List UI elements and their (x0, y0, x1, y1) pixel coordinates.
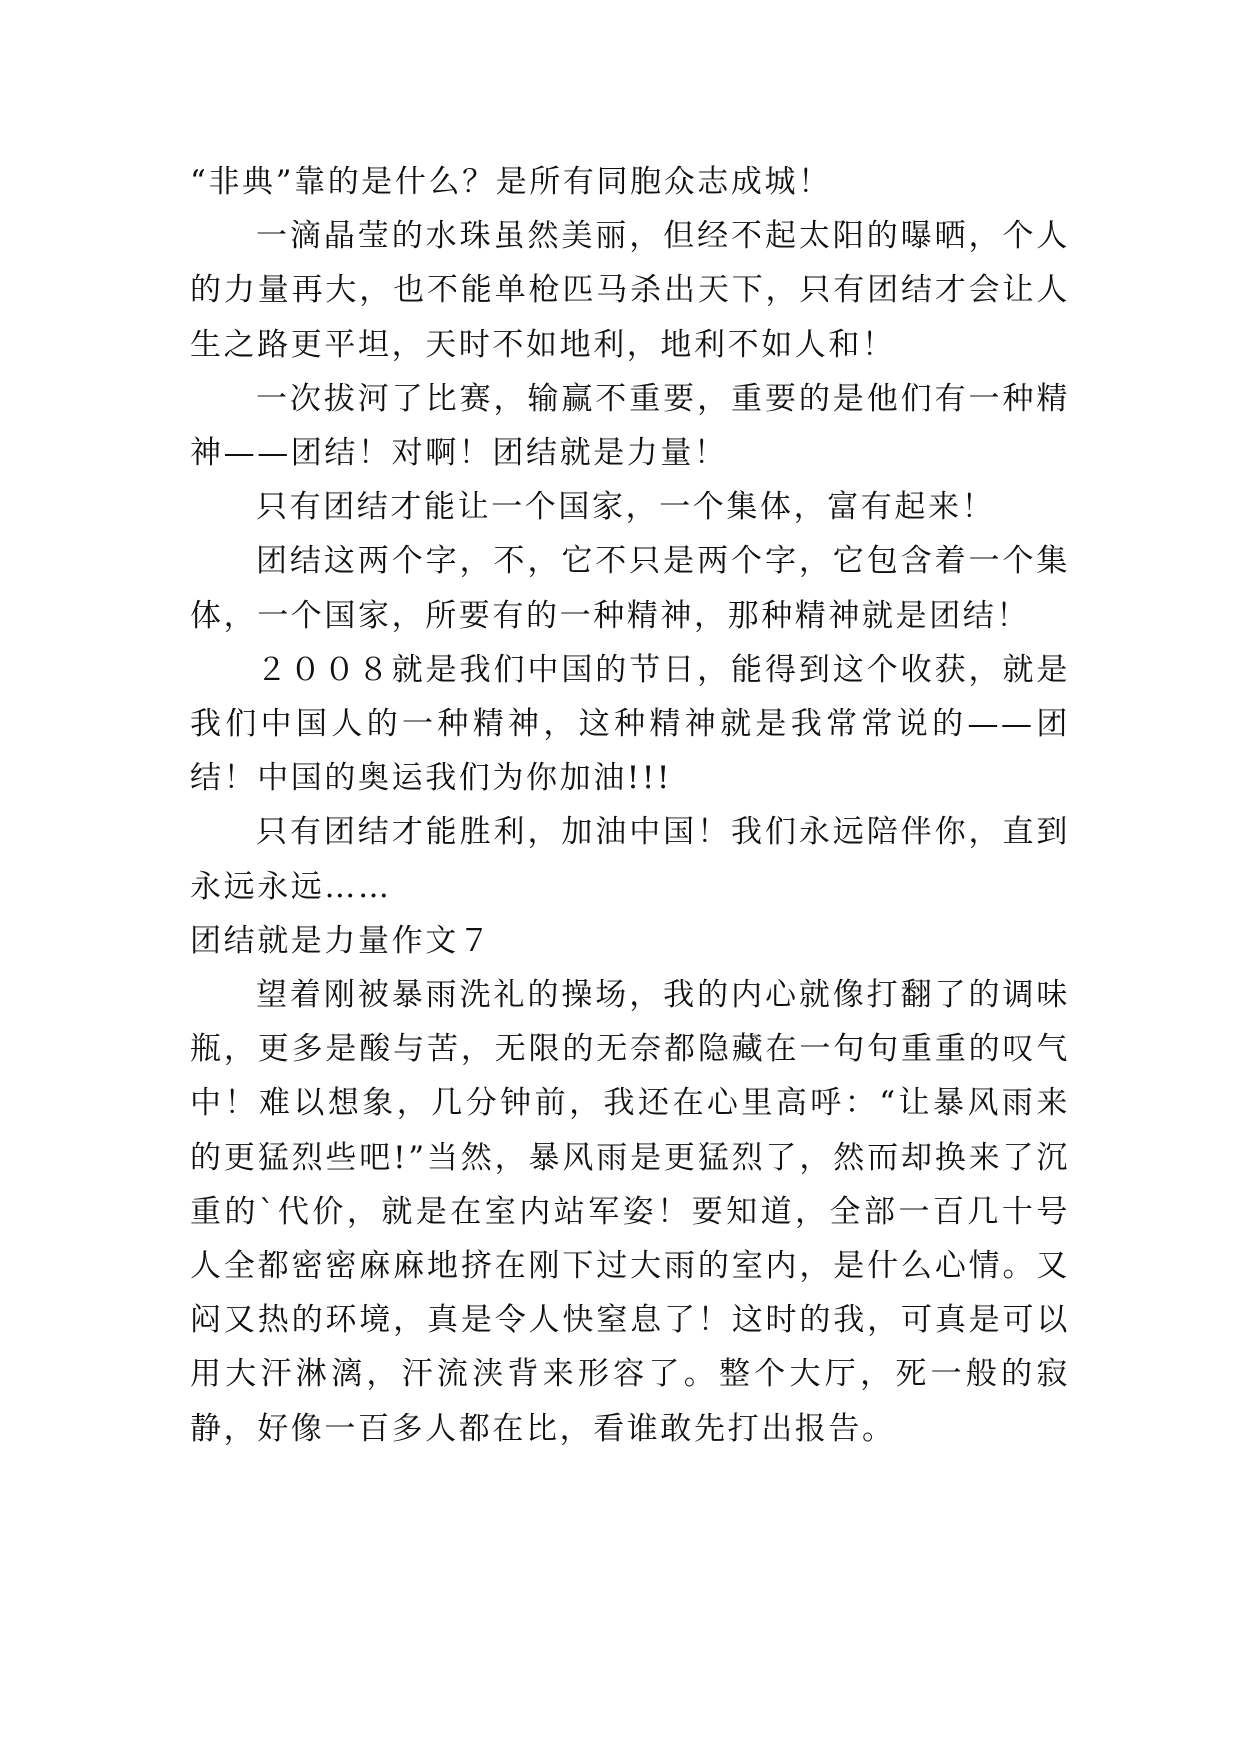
section-heading: 团结就是力量作文７ (190, 922, 493, 959)
document-body (190, 155, 1070, 1456)
paragraph-victory: 只有团结才能胜利，加油中国！我们永远陪伴你，直到永远永远…… (190, 814, 1070, 905)
paragraph-tug-of-war: 一次拔河了比赛，输赢不重要，重要的是他们有一种精神——团结！对啊！团结就是力量！ (190, 380, 1070, 472)
paragraph-two-characters: 团结这两个字，不，它不只是两个字，它包含着一个集体，一个国家，所要有的一种精神，那种精神就是团结！ (190, 543, 1070, 634)
paragraph-storm: 望着刚被暴雨洗礼的操场，我的内心就像打翻了的调味瓶，更多是酸与苦，无限的无奈都隐藏在一句句重重的叹气中！难以想象，几分钟前，我还在心里高呼：“让暴风雨来的更猛烈些吧!”当然，暴风雨是更猛烈了，然而却换来了沉重的`代价，就是在室内站军姿！要知道，全部一百几十号人全都密密麻麻地挤在刚下过大雨的室内，是什么心情。又闷又热的环境，真是令人快窒息了！这时的我，可真是可以用大汗淋漓，汗流浃背来形容了。整个大厅，死一般的寂静，好像一百多人都在比，看谁敢先打出报告。 (190, 977, 1070, 1447)
paragraph-water-drop: 一滴晶莹的水珠虽然美丽，但经不起太阳的曝晒，个人的力量再大，也不能单枪匹马杀出天下，只有团结才会让人生之路更平坦，天时不如地利，地利不如人和！ (190, 218, 1070, 363)
paragraph-nation: 只有团结才能让一个国家，一个集体，富有起来！ (256, 489, 996, 526)
paragraph-olympics: ２００８就是我们中国的节日，能得到这个收获，就是我们中国人的一种精神，这种精神就是我常常说的——团结！中国的奥运我们为你加油!!! (190, 651, 1070, 797)
paragraph-intro: “非典”靠的是什么？是所有同胞众志成城！ (190, 164, 832, 200)
